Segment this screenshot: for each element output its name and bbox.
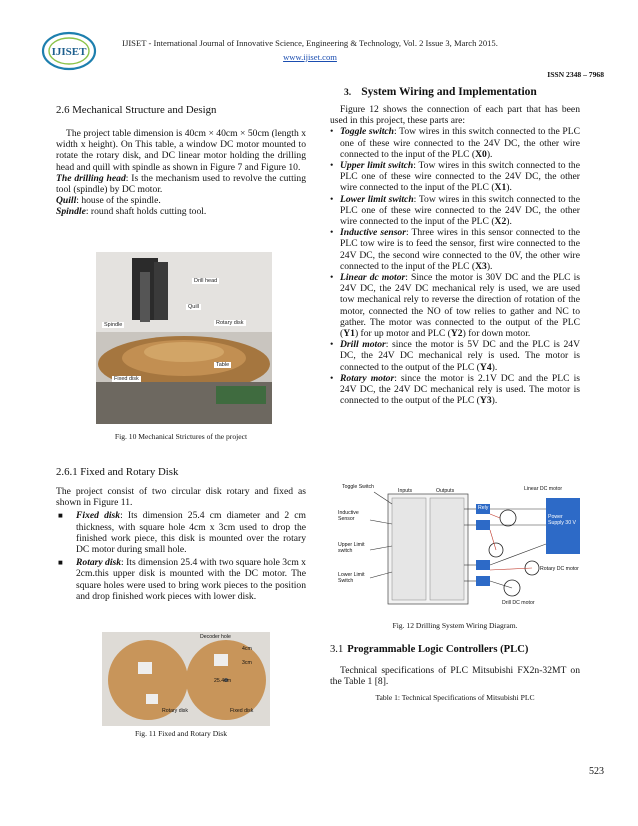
left-column xyxy=(56,104,306,218)
spindle-definition: Spindle: round shaft holds cutting tool. xyxy=(56,206,207,218)
list-item: • Rotary motor: since the motor is 2.1V DC and the PLC is 24V DC, the 24V DC mechanical rely is used. The motor is connected to the output of the PLC (Y3). xyxy=(330,373,580,407)
fig11-label-dimension: 25.4cm xyxy=(214,678,232,684)
fig10-label-fixed-disk: Fixed disk xyxy=(114,376,139,382)
fig12-label-inputs: Inputs xyxy=(398,488,413,494)
list-item: • Lower limit switch: Tow wires in this switch connected to the PLC one of these wire connected to the 24V DC, the other wire connected to the input of the PLC (X2). xyxy=(330,194,580,228)
fig10-label-quill: Quill xyxy=(188,304,200,310)
list-item: • Inductive sensor: Three wires in this sensor connected to the PLC tow wire is to feed the sensor, first wire connected to the 24V DC, the second wire connected to the 0V, the other wire connected to the input of the PLC (X3). xyxy=(330,227,580,272)
page-number: 523 xyxy=(589,766,604,777)
journal-url-link[interactable]: www.ijiset.com xyxy=(283,52,337,62)
section-3-1 xyxy=(330,644,580,702)
left-column-lower xyxy=(56,466,306,602)
issn-label: ISSN 2348 – 7968 xyxy=(547,70,604,79)
right-column xyxy=(330,104,580,406)
section-3-heading: 3. System Wiring and Implementation xyxy=(344,86,537,98)
fig12-label-rotary-motor: Rotary DC motor xyxy=(540,566,579,572)
fig12-label-lower-limit: Lower Limit Switch xyxy=(338,572,365,584)
table-1-caption: Table 1: Technical Specifications of Mitsubishi PLC xyxy=(375,693,535,703)
section-3-paragraph: Figure 12 shows the connection of each part that has been used in this project, these parts are: xyxy=(330,104,580,127)
figure-11-photo xyxy=(102,632,270,726)
section-2-6-1-heading: 2.6.1 Fixed and Rotary Disk xyxy=(56,466,179,478)
section-3-1-heading: 3.1 Programmable Logic Controllers (PLC) xyxy=(330,644,529,655)
wiring-bullet-list xyxy=(330,126,580,406)
section-2-6-1-paragraph: The project consist of two circular disk rotary and fixed as shown in Figure 11. xyxy=(56,486,306,509)
fig10-label-rotary-disk: Rotary disk xyxy=(216,320,244,326)
fig11-label-4cm: 4cm xyxy=(242,646,252,652)
figure-12-diagram xyxy=(336,484,586,614)
drilling-head-definition: The drilling head: Is the mechanism used to revolve the cutting tool (spindle) by DC motor. xyxy=(56,172,307,196)
fig12-label-toggle-switch: Toggle Switch xyxy=(342,484,375,490)
journal-header-title: IJISET - International Journal of Innovative Science, Engineering & Technology, Vol. 2 Issue 3, March 2015. xyxy=(122,38,498,48)
disk-bullet-list xyxy=(56,510,306,602)
list-item: • Upper limit switch: Tow wires in this switch connected to the PLC one of these wire connected to the 24V DC, the other wire connected to the input of the PLC (X1). xyxy=(330,160,580,194)
fig12-label-upper-limit: Upper Limit switch xyxy=(338,542,365,554)
fig12-label-inductive-sensor: Inductive Sensor xyxy=(338,510,359,522)
section-3-1-paragraph: Technical specifications of PLC Mitsubishi FX2n-32MT on the Table 1 [8]. xyxy=(330,665,580,688)
fig12-label-linear-motor: Linear DC motor xyxy=(524,486,563,492)
svg-text:IJISET: IJISET xyxy=(51,46,87,58)
list-item: • Toggle switch: Tow wires in this switch connected to the PLC one of these wire connected to the 24V DC, the other wire connected to the input of the PLC (X0). xyxy=(330,126,580,160)
fig12-label-outputs: Outputs xyxy=(436,488,455,494)
fig12-label-relay: Rely xyxy=(478,505,489,511)
fig12-label-drill-motor: Drill DC motor xyxy=(502,600,535,606)
fig11-label-3cm: 3cm xyxy=(242,660,252,666)
section-2-6-paragraph: The project table dimension is 40cm × 40cm × 50cm (length x width x height). On This table, a window DC motor mounted to rotate the rotary disk, and DC linear motor holding the drilling head and quill with spindle as shown in Figure 7 and Figure 10. xyxy=(56,128,306,173)
figure-10-photo xyxy=(96,252,272,424)
list-item: ■ Rotary disk: Its dimension 25.4 with two square hole 3cm x 2cm.this upper disk is mounted with the DC motor. The square holes were used to bring work pieces to the position and drop finished work pieces with lower disk. xyxy=(56,557,306,602)
figure-10-caption: Fig. 10 Mechanical Strictures of the project xyxy=(114,432,248,441)
fig10-label-table: Table xyxy=(216,362,230,368)
fig11-label-decoder-hole: Decoder hole xyxy=(200,634,231,640)
fig12-label-power-supply: Power Supply 30 V xyxy=(548,514,576,526)
fig10-label-drill-head: Drill head xyxy=(194,278,218,284)
fig11-label-fixed-disk: Fixed disk xyxy=(230,708,254,714)
fig11-label-rotary-disk: Rotary disk xyxy=(162,708,188,714)
figure-12-caption: Fig. 12 Drilling System Wiring Diagram. xyxy=(392,621,518,630)
fig10-label-spindle: Spindle xyxy=(104,322,123,328)
list-item: • Drill motor: since the motor is 5V DC and the PLC is 24V DC, the 24V DC mechanical rely is used. The motor is connected to the output of the PLC (Y4). xyxy=(330,339,580,373)
list-item: • Linear dc motor: Since the motor is 30V DC and the PLC is 24V DC, the 24V DC mechanical rely is used, we are used tow mechanical rely to reverse the direction of rotation of the motor, connected the NO of tow relies to gather and NC to gather. The motor was connected to the output of the PLC (Y1) for up motor and PLC (Y2) for down motor. xyxy=(330,272,580,339)
section-2-6-heading: 2.6 Mechanical Structure and Design xyxy=(56,104,217,116)
figure-11-caption: Fig. 11 Fixed and Rotary Disk xyxy=(134,729,228,738)
quill-definition: Quill: house of the spindle. xyxy=(56,195,161,207)
journal-logo xyxy=(40,30,98,72)
list-item: ■ Fixed disk: Its dimension 25.4 cm diameter and 2 cm thickness, with square hole 4cm x 3cm used to drop the finished work piece, this disk is mounted over the rotary DC motor during small hole. xyxy=(56,510,306,555)
